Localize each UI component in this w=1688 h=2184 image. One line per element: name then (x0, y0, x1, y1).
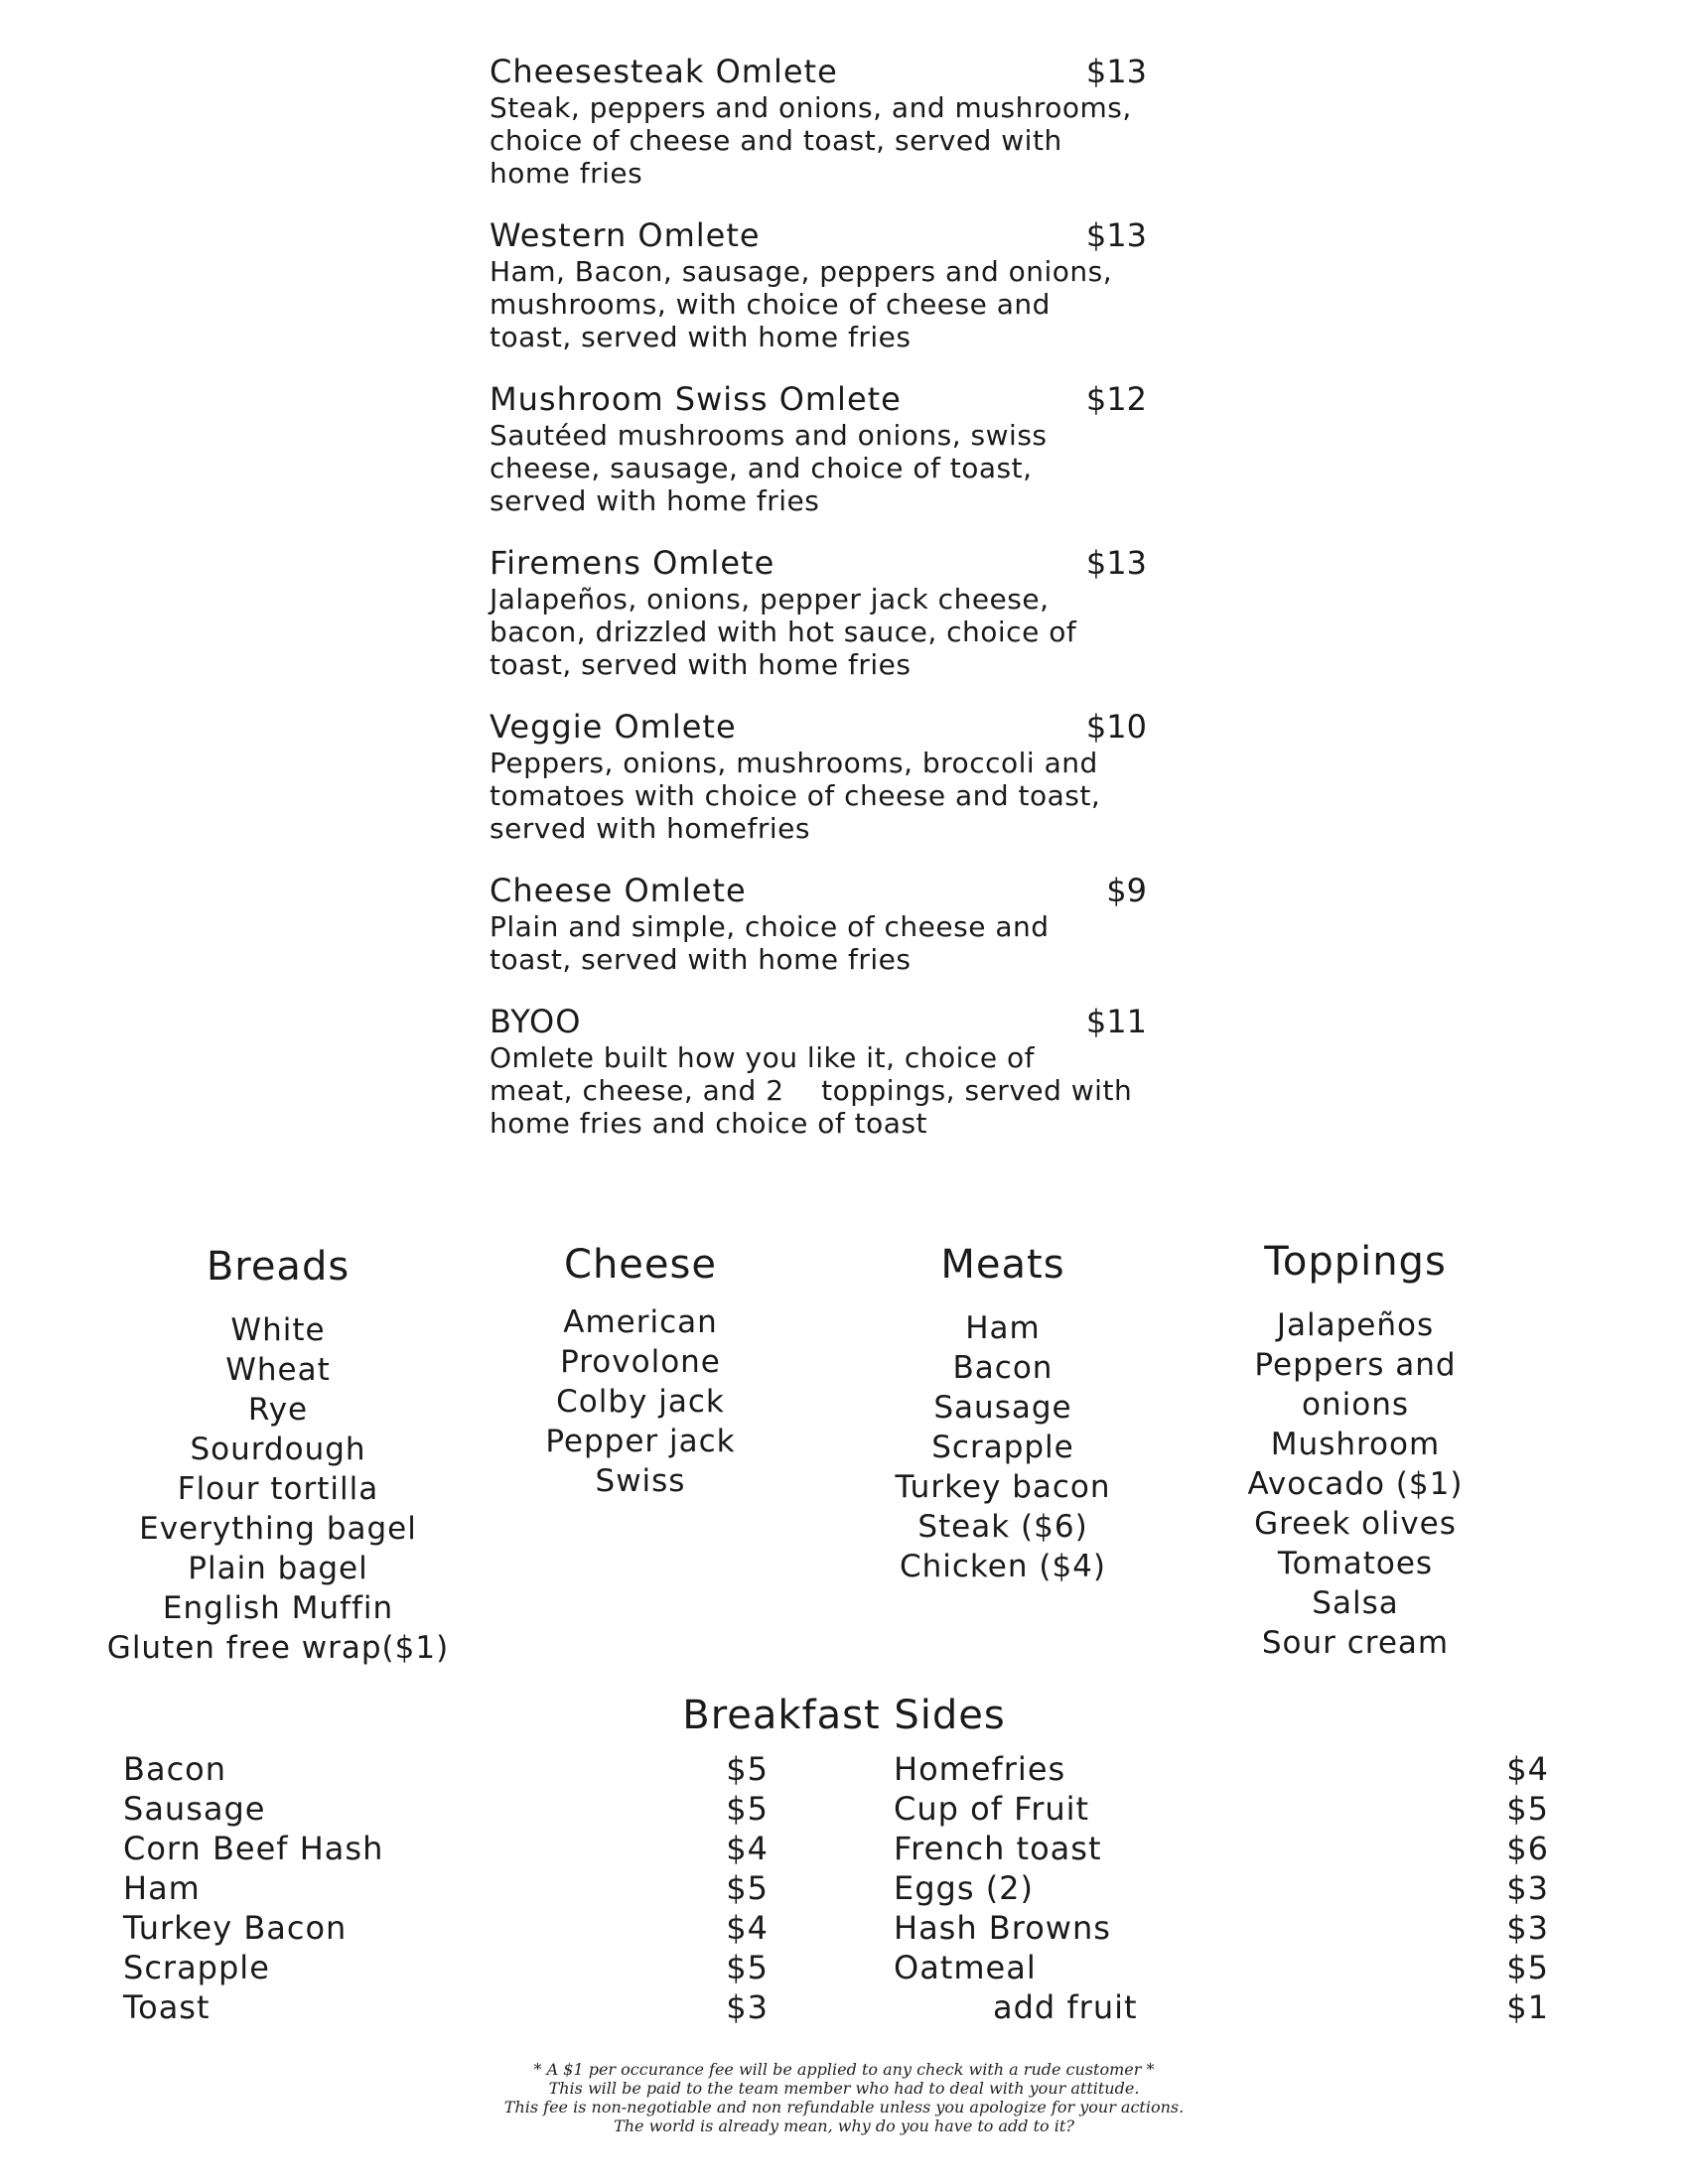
notice-line: * A $1 per occurance fee will be applied to any check with a rude customer * (533, 2060, 1155, 2079)
omelet-price: $10 (1085, 708, 1147, 746)
side-name: Ham (123, 1869, 201, 1907)
cheese-item: Pepper jack (545, 1424, 736, 1459)
side-price: $4 (1506, 1750, 1549, 1788)
omelet-name: Firemens Omlete (490, 544, 775, 582)
side-price: $5 (1506, 1949, 1549, 1986)
omelet-description: Ham, Bacon, sausage, peppers and onions, mushrooms, with choice of cheese and toast, served with home fries (490, 255, 1113, 353)
omelet-description: Sautéed mushrooms and onions, swiss cheese, sausage, and choice of toast, served with home fries (490, 419, 1048, 517)
bread-item: Everything bagel (139, 1511, 417, 1547)
omelet-name: Mushroom Swiss Omlete (490, 380, 902, 418)
side-row (894, 1829, 1549, 1868)
side-name: French toast (894, 1830, 1102, 1867)
side-name: Homefries (894, 1750, 1066, 1788)
side-row (894, 1908, 1549, 1948)
bread-item: Rye (247, 1392, 309, 1428)
side-row (123, 1749, 769, 1789)
side-row (894, 1948, 1549, 1987)
side-name: Hash Browns (894, 1909, 1111, 1947)
side-name: Sausage (123, 1790, 266, 1828)
omelet-item (490, 379, 1204, 517)
omelet-name: BYOO (490, 1003, 582, 1040)
omelet-item (490, 543, 1204, 681)
omelet-item (490, 871, 1204, 976)
omelet-name: Western Omlete (490, 216, 761, 254)
bread-item: English Muffin (162, 1590, 394, 1626)
breads-section (60, 1241, 496, 1668)
toppings-title: Toppings (1264, 1239, 1447, 1285)
side-name: Turkey Bacon (123, 1909, 348, 1947)
meats-section (854, 1239, 1152, 1586)
side-row (123, 1829, 769, 1868)
meat-item: Ham (965, 1310, 1041, 1346)
meat-item: Sausage (933, 1390, 1072, 1426)
cheese-section (496, 1239, 784, 1501)
toppings-section (1211, 1236, 1499, 1663)
topping-item: Tomatoes (1277, 1546, 1434, 1581)
side-row (123, 1948, 769, 1987)
side-name: Eggs (2) (894, 1869, 1035, 1907)
breakfast-sides-title: Breakfast Sides (682, 1693, 1006, 1738)
side-price: $5 (726, 1750, 769, 1788)
meats-title: Meats (940, 1242, 1065, 1288)
side-row (123, 1908, 769, 1948)
side-price: $5 (726, 1949, 769, 1986)
side-name: add fruit (993, 1988, 1138, 2026)
omelet-description: Peppers, onions, mushrooms, broccoli and tomatoes with choice of cheese and toast, served with homefries (490, 747, 1101, 845)
omelet-price: $13 (1085, 216, 1147, 254)
notice-line: The world is already mean, why do you have to add to it? (614, 2116, 1074, 2135)
side-row (894, 1868, 1549, 1908)
omelet-description: Jalapeños, onions, pepper jack cheese, bacon, drizzled with hot sauce, choice of toast, served with home fries (490, 583, 1077, 681)
cheese-item: Provolone (560, 1344, 721, 1380)
rude-customer-notice (0, 2060, 1688, 2135)
omelet-price: $13 (1085, 544, 1147, 582)
side-name: Scrapple (123, 1949, 270, 1986)
cheese-title: Cheese (564, 1242, 717, 1288)
omelet-price: $9 (1106, 872, 1147, 909)
side-price: $5 (726, 1869, 769, 1907)
side-row (894, 1789, 1549, 1829)
side-name: Bacon (123, 1750, 227, 1788)
omelet-item (490, 215, 1204, 353)
cheese-item: American (563, 1304, 718, 1340)
omelet-description: Steak, peppers and onions, and mushrooms, choice of cheese and toast, served with home fries (490, 91, 1132, 190)
side-price: $3 (1506, 1909, 1549, 1947)
bread-item: Plain bagel (188, 1551, 368, 1586)
side-price: $4 (726, 1830, 769, 1867)
notice-line: This will be paid to the team member who had to deal with your attitude. (548, 2079, 1140, 2098)
bread-item: White (230, 1312, 326, 1348)
meat-item: Scrapple (931, 1430, 1074, 1465)
side-row (894, 1987, 1549, 2027)
breads-title: Breads (206, 1244, 351, 1290)
sides-right-column (894, 1749, 1549, 2027)
side-row (123, 1987, 769, 2027)
topping-item: Peppers and (1254, 1347, 1457, 1383)
omelet-list (490, 52, 1204, 1165)
topping-item: Salsa (1312, 1585, 1399, 1621)
meat-item: Bacon (952, 1350, 1054, 1386)
omelet-name: Cheesesteak Omlete (490, 53, 838, 90)
omelet-description: Omlete built how you like it, choice of meat, cheese, and 2 toppings, served with home fries and choice of toast (490, 1041, 1133, 1140)
side-name: Toast (123, 1988, 211, 2026)
cheese-item: Colby jack (556, 1384, 725, 1420)
notice-line: This fee is non-negotiable and non refundable unless you apologize for your actions. (503, 2098, 1185, 2116)
side-price: $1 (1506, 1988, 1549, 2026)
side-price: $3 (1506, 1869, 1549, 1907)
topping-item: Avocado ($1) (1247, 1466, 1464, 1502)
side-name: Corn Beef Hash (123, 1830, 384, 1867)
meat-item: Steak ($6) (917, 1509, 1088, 1545)
omelet-item (490, 52, 1204, 190)
omelet-item (490, 1002, 1204, 1140)
side-name: Cup of Fruit (894, 1790, 1090, 1828)
topping-item: Mushroom (1270, 1427, 1441, 1462)
meat-item: Chicken ($4) (899, 1549, 1106, 1584)
omelet-price: $13 (1085, 53, 1147, 90)
sides-left-column (123, 1749, 769, 2027)
omelet-name: Cheese Omlete (490, 872, 747, 909)
topping-item: Sour cream (1261, 1625, 1450, 1661)
side-row (894, 1749, 1549, 1789)
bread-item: Wheat (225, 1352, 331, 1388)
side-price: $5 (1506, 1790, 1549, 1828)
cheese-item: Swiss (595, 1463, 686, 1499)
topping-item: Greek olives (1254, 1506, 1457, 1542)
omelet-price: $12 (1085, 380, 1147, 418)
bread-item: Flour tortilla (177, 1471, 379, 1507)
omelet-description: Plain and simple, choice of cheese and toast, served with home fries (490, 910, 1050, 976)
meat-item: Turkey bacon (895, 1469, 1111, 1505)
side-price: $5 (726, 1790, 769, 1828)
side-name: Oatmeal (894, 1949, 1037, 1986)
topping-item: onions (1302, 1387, 1409, 1423)
side-row (123, 1868, 769, 1908)
side-price: $6 (1506, 1830, 1549, 1867)
bread-item: Sourdough (190, 1432, 366, 1467)
topping-item: Jalapeños (1276, 1307, 1435, 1343)
side-row (123, 1789, 769, 1829)
bread-item: Gluten free wrap($1) (106, 1630, 450, 1666)
side-price: $3 (726, 1988, 769, 2026)
side-price: $4 (726, 1909, 769, 1947)
omelet-name: Veggie Omlete (490, 708, 737, 746)
omelet-price: $11 (1085, 1003, 1147, 1040)
omelet-item (490, 707, 1204, 845)
